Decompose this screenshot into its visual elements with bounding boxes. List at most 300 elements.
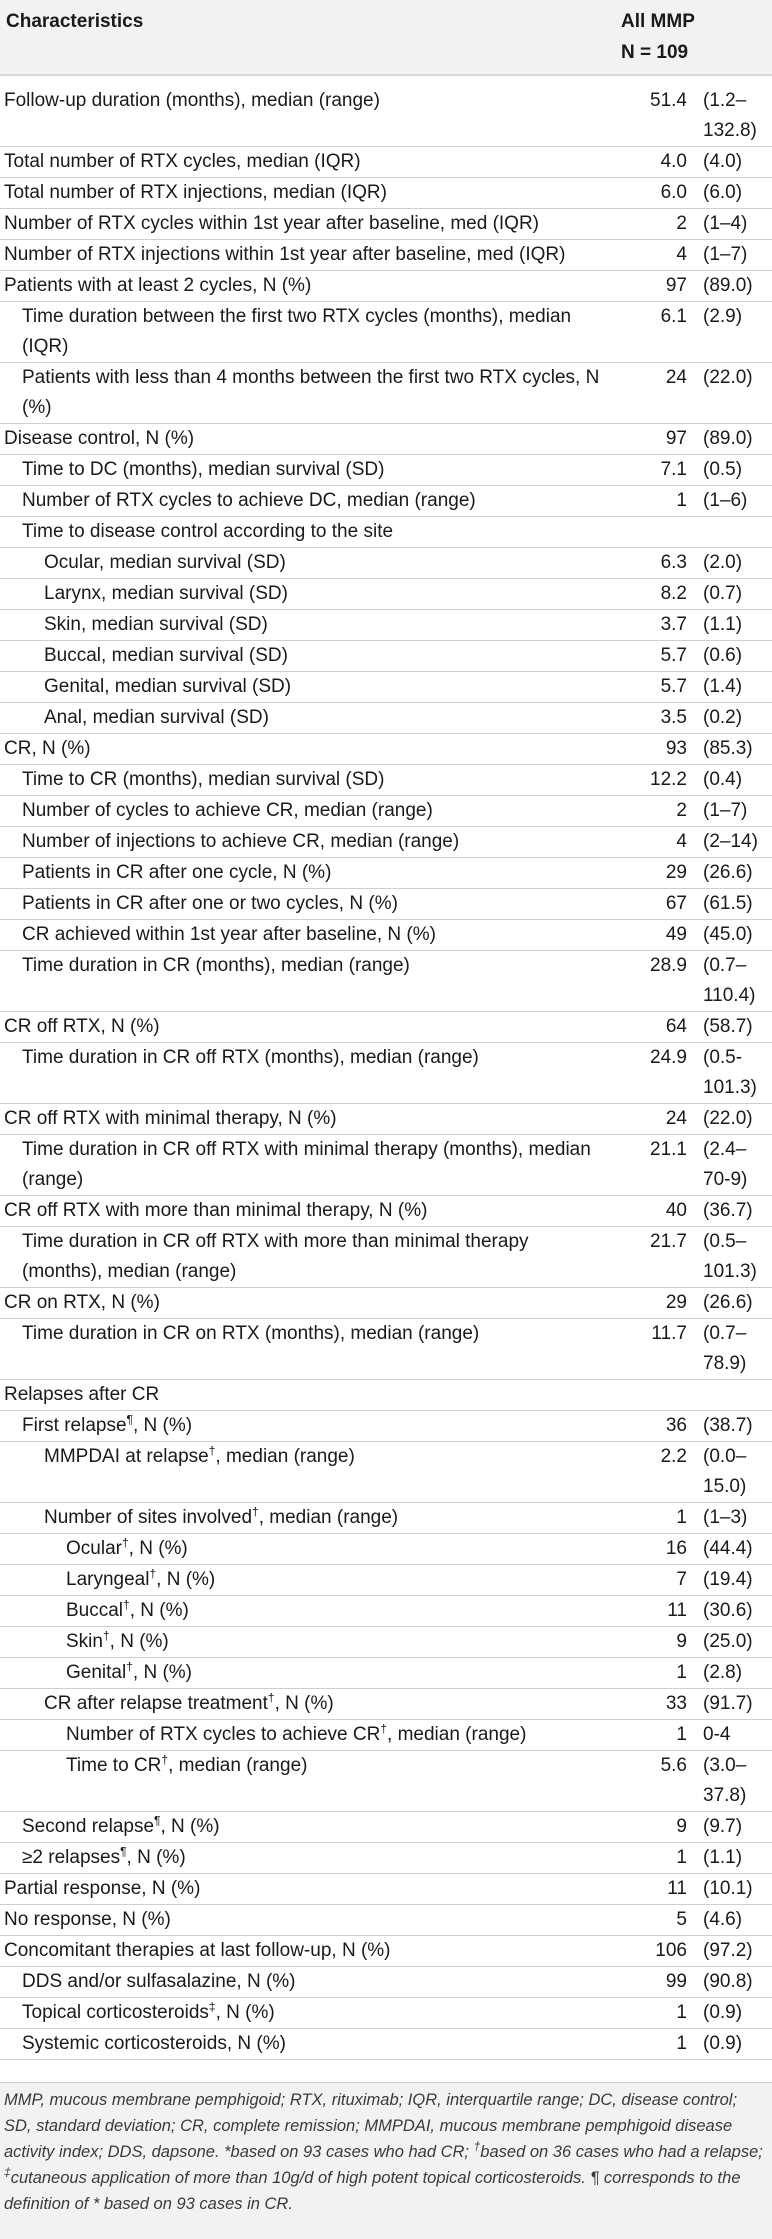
row-label-text: CR, N (%) bbox=[4, 738, 91, 759]
row-range-value: (0.0–15.0) bbox=[703, 1446, 747, 1497]
row-label bbox=[0, 209, 613, 240]
row-range-value: (0.5–101.3) bbox=[703, 1231, 757, 1282]
row-label bbox=[0, 1043, 613, 1104]
row-label bbox=[0, 1843, 613, 1874]
row-range-value: (0.5) bbox=[703, 459, 743, 480]
row-label-sup: † bbox=[123, 1597, 130, 1612]
row-range-value: (0.9) bbox=[703, 2002, 743, 2023]
row-range-value: (30.6) bbox=[703, 1600, 753, 1621]
row-label-sup: ¶ bbox=[120, 1844, 127, 1859]
table-row bbox=[0, 858, 772, 889]
row-median-value: 99 bbox=[665, 1971, 687, 1992]
row-label bbox=[0, 1967, 613, 1998]
table-row bbox=[0, 951, 772, 1012]
row-label-text: Anal, median survival (SD) bbox=[44, 707, 269, 728]
header-characteristics: Characteristics bbox=[6, 11, 144, 32]
row-label-tail: , N (%) bbox=[128, 1538, 188, 1559]
row-label bbox=[0, 641, 613, 672]
row-range-value: (0.9) bbox=[703, 2033, 743, 2054]
row-median-value: 2 bbox=[676, 800, 687, 821]
row-range-value: (10.1) bbox=[703, 1878, 753, 1899]
row-range-value: (0.4) bbox=[703, 769, 743, 790]
table-row bbox=[0, 455, 772, 486]
table-row bbox=[0, 1012, 772, 1043]
table-row bbox=[0, 796, 772, 827]
row-median-value: 29 bbox=[665, 1292, 687, 1313]
row-range-value: (25.0) bbox=[703, 1631, 753, 1652]
row-label bbox=[0, 1196, 613, 1227]
table-row bbox=[0, 1380, 772, 1411]
row-label bbox=[0, 1534, 613, 1565]
row-range-value: (26.6) bbox=[703, 1292, 753, 1313]
row-range-value: (1–7) bbox=[703, 800, 748, 821]
row-median-value: 11.7 bbox=[651, 1323, 687, 1344]
row-label bbox=[0, 703, 613, 734]
row-range-value: (38.7) bbox=[703, 1415, 753, 1436]
row-label bbox=[0, 2029, 613, 2060]
row-range-value: (0.6) bbox=[703, 645, 743, 666]
row-median-value: 67 bbox=[665, 893, 687, 914]
table-row bbox=[0, 1658, 772, 1689]
row-label-text: Skin, median survival (SD) bbox=[44, 614, 268, 635]
row-label-text: CR off RTX, N (%) bbox=[4, 1016, 160, 1037]
row-label bbox=[0, 1503, 613, 1534]
row-range-value: (91.7) bbox=[703, 1693, 753, 1714]
footnote-part3: cutaneous application of more than 10g/d of high potent topical corticosteroids. ¶ corresponds to the definition of * based on 93 cases in CR. bbox=[4, 2169, 741, 2213]
row-label-text: Systemic corticosteroids, N (%) bbox=[22, 2033, 286, 2054]
table-row bbox=[0, 147, 772, 178]
row-range-value: (0.7) bbox=[703, 583, 743, 604]
table-row bbox=[0, 1565, 772, 1596]
row-range-value: (19.4) bbox=[703, 1569, 753, 1590]
row-label-text: CR after relapse treatment bbox=[44, 1693, 268, 1714]
row-label-sup: ¶ bbox=[126, 1412, 133, 1427]
table-row bbox=[0, 1411, 772, 1442]
row-range-value: (0.5-101.3) bbox=[703, 1047, 757, 1098]
row-label-text: Follow-up duration (months), median (range) bbox=[4, 90, 380, 111]
row-label-text: Number of RTX cycles to achieve CR bbox=[66, 1724, 381, 1745]
row-label-tail: , N (%) bbox=[156, 1569, 216, 1590]
row-median-value: 4 bbox=[676, 831, 687, 852]
row-label bbox=[0, 1596, 613, 1627]
row-label-text: MMPDAI at relapse bbox=[44, 1446, 209, 1467]
table-row bbox=[0, 1534, 772, 1565]
row-label-text: Buccal bbox=[66, 1600, 124, 1621]
row-range-value: 0-4 bbox=[703, 1724, 731, 1745]
row-median-value: 11 bbox=[667, 1600, 687, 1621]
row-range-value: (2–14) bbox=[703, 831, 758, 852]
row-label-tail: , N (%) bbox=[109, 1631, 169, 1652]
row-label bbox=[0, 302, 613, 363]
table-row bbox=[0, 1998, 772, 2029]
table-row bbox=[0, 765, 772, 796]
header-all-mmp-n: N = 109 bbox=[621, 42, 689, 63]
row-label-text: Time duration between the first two RTX cycles (months), median (IQR) bbox=[22, 306, 572, 357]
row-median-value: 29 bbox=[665, 862, 687, 883]
row-label-tail: , N (%) bbox=[132, 1662, 192, 1683]
row-median-value: 49 bbox=[665, 924, 687, 945]
row-median-value bbox=[613, 517, 695, 548]
row-median-value: 8.2 bbox=[660, 583, 687, 604]
row-median-value: 6.0 bbox=[660, 182, 687, 203]
table-row bbox=[0, 1196, 772, 1227]
table-row bbox=[0, 1967, 772, 1998]
row-range-value: (97.2) bbox=[703, 1940, 753, 1961]
row-label bbox=[0, 1874, 613, 1905]
row-label bbox=[0, 920, 613, 951]
table-row bbox=[0, 178, 772, 209]
table-footnote bbox=[0, 2082, 772, 2239]
row-label-text: Relapses after CR bbox=[4, 1384, 160, 1405]
row-label-text: Larynx, median survival (SD) bbox=[44, 583, 288, 604]
row-median-value: 1 bbox=[676, 1724, 687, 1745]
table-row bbox=[0, 1936, 772, 1967]
row-label bbox=[0, 1720, 613, 1751]
row-label-text: Number of RTX injections within 1st year after baseline, med (IQR) bbox=[4, 244, 566, 265]
row-median-value: 24.9 bbox=[650, 1047, 687, 1068]
row-label-text: Concomitant therapies at last follow-up, N (%) bbox=[4, 1940, 391, 1961]
row-label-tail: , N (%) bbox=[274, 1693, 334, 1714]
footnote-sup2: ‡ bbox=[4, 2165, 11, 2180]
row-label-tail: , N (%) bbox=[160, 1816, 220, 1837]
row-label-text: Patients in CR after one or two cycles, N (%) bbox=[22, 893, 398, 914]
row-label bbox=[0, 548, 613, 579]
row-label bbox=[0, 75, 613, 147]
row-range-value: (1–7) bbox=[703, 244, 748, 265]
row-label-text: Ocular bbox=[66, 1538, 122, 1559]
row-median-value: 7.1 bbox=[660, 459, 687, 480]
row-median-value: 93 bbox=[665, 738, 687, 759]
table-row bbox=[0, 579, 772, 610]
row-median-value: 4 bbox=[676, 244, 687, 265]
table-row bbox=[0, 1319, 772, 1380]
row-range-value: (89.0) bbox=[703, 275, 753, 296]
row-median-value: 16 bbox=[665, 1538, 687, 1559]
row-label bbox=[0, 796, 613, 827]
table-row bbox=[0, 1627, 772, 1658]
table-row bbox=[0, 424, 772, 455]
row-label bbox=[0, 363, 613, 424]
table-row bbox=[0, 209, 772, 240]
row-median-value: 24 bbox=[665, 1108, 687, 1129]
row-label-text: Genital, median survival (SD) bbox=[44, 676, 292, 697]
footnote-text bbox=[0, 2083, 772, 2217]
row-median-value: 33 bbox=[665, 1693, 687, 1714]
row-label bbox=[0, 1812, 613, 1843]
row-median-value: 5 bbox=[676, 1909, 687, 1930]
row-median-value: 21.7 bbox=[650, 1231, 687, 1252]
row-median-value: 64 bbox=[665, 1016, 687, 1037]
row-range-value: (22.0) bbox=[703, 367, 753, 388]
row-label bbox=[0, 486, 613, 517]
table-row bbox=[0, 1596, 772, 1627]
row-range-value: (1.2–132.8) bbox=[703, 90, 757, 141]
row-range-value: (61.5) bbox=[703, 893, 753, 914]
row-label-sup: † bbox=[121, 1535, 129, 1550]
row-label-text: Number of cycles to achieve CR, median (range) bbox=[22, 800, 433, 821]
table-row bbox=[0, 2029, 772, 2060]
row-label bbox=[0, 734, 613, 765]
row-median-value: 28.9 bbox=[650, 955, 687, 976]
row-median-value: 5.7 bbox=[660, 645, 687, 666]
row-range-value: (9.7) bbox=[703, 1816, 743, 1837]
row-median-value: 9 bbox=[676, 1816, 687, 1837]
row-median-value: 24 bbox=[665, 367, 687, 388]
row-label-text: CR off RTX with more than minimal therapy, N (%) bbox=[4, 1200, 428, 1221]
row-label-text: Buccal, median survival (SD) bbox=[44, 645, 288, 666]
table-row bbox=[0, 920, 772, 951]
row-range-value: (1–3) bbox=[703, 1507, 748, 1528]
row-label-text: Time duration in CR off RTX with more than minimal therapy (months), median (range) bbox=[22, 1231, 529, 1282]
row-range-value: (22.0) bbox=[703, 1108, 753, 1129]
table-header bbox=[0, 0, 772, 75]
row-label bbox=[0, 1998, 613, 2029]
header-all-mmp-title: All MMP bbox=[621, 11, 695, 32]
row-label-sup: ‡ bbox=[208, 1999, 216, 2014]
row-range-value bbox=[695, 1380, 772, 1411]
row-range-value: (85.3) bbox=[703, 738, 753, 759]
row-label bbox=[0, 1135, 613, 1196]
row-median-value: 97 bbox=[665, 275, 687, 296]
row-label-text: CR on RTX, N (%) bbox=[4, 1292, 160, 1313]
row-label-text: Time duration in CR off RTX (months), median (range) bbox=[22, 1047, 479, 1068]
row-label bbox=[0, 1227, 613, 1288]
row-range-value: (1.4) bbox=[703, 676, 743, 697]
row-median-value: 2 bbox=[676, 213, 687, 234]
row-label-text: Total number of RTX injections, median (IQR) bbox=[4, 182, 387, 203]
row-range-value: (36.7) bbox=[703, 1200, 753, 1221]
row-label-text: Total number of RTX cycles, median (IQR) bbox=[4, 151, 361, 172]
table-row bbox=[0, 1288, 772, 1319]
row-range-value: (0.7–78.9) bbox=[703, 1323, 747, 1374]
table-row bbox=[0, 1442, 772, 1503]
row-median-value: 106 bbox=[655, 1940, 687, 1961]
row-range-value: (2.0) bbox=[703, 552, 743, 573]
row-label bbox=[0, 610, 613, 641]
row-label-text: Time to disease control according to the site bbox=[22, 521, 394, 542]
table-row bbox=[0, 641, 772, 672]
row-label bbox=[0, 178, 613, 209]
row-label-sup: † bbox=[380, 1721, 388, 1736]
row-label-text: Patients with at least 2 cycles, N (%) bbox=[4, 275, 312, 296]
row-range-value: (1.1) bbox=[703, 1847, 743, 1868]
row-range-value: (90.8) bbox=[703, 1971, 753, 1992]
row-label-text: Time duration in CR off RTX with minimal therapy (months), median (range) bbox=[22, 1139, 591, 1190]
row-label-sup: † bbox=[102, 1628, 110, 1643]
table-row bbox=[0, 486, 772, 517]
table-row bbox=[0, 271, 772, 302]
row-median-value bbox=[613, 1380, 695, 1411]
row-label-text: Disease control, N (%) bbox=[4, 428, 195, 449]
row-range-value: (89.0) bbox=[703, 428, 753, 449]
table-row bbox=[0, 1843, 772, 1874]
row-label bbox=[0, 147, 613, 178]
row-label-text: Time duration in CR (months), median (range) bbox=[22, 955, 410, 976]
row-label-text: Genital bbox=[66, 1662, 127, 1683]
row-label-text: Partial response, N (%) bbox=[4, 1878, 201, 1899]
row-label-text: First relapse bbox=[22, 1415, 127, 1436]
row-range-value: (6.0) bbox=[703, 182, 743, 203]
row-range-value: (26.6) bbox=[703, 862, 753, 883]
row-label-tail: , N (%) bbox=[132, 1415, 193, 1436]
row-range-value: (1–4) bbox=[703, 213, 748, 234]
row-median-value: 21.1 bbox=[650, 1139, 687, 1160]
row-label-tail: , median (range) bbox=[168, 1755, 308, 1776]
row-median-value: 1 bbox=[676, 490, 687, 511]
footnote-part1: MMP, mucous membrane pemphigoid; RTX, rituximab; IQR, interquartile range; DC, disease control; SD, standard deviation; CR, complete remission; MMPDAI, mucous membrane pemphigoid disease activity index; DDS, dapsone. *based on 93 cases who had CR; bbox=[4, 2091, 738, 2161]
row-median-value: 1 bbox=[676, 2033, 687, 2054]
row-label bbox=[0, 1751, 613, 1812]
row-range-value: (2.8) bbox=[703, 1662, 743, 1683]
row-label bbox=[0, 271, 613, 302]
row-label-text: Number of RTX cycles to achieve DC, median (range) bbox=[22, 490, 476, 511]
row-label-tail: , N (%) bbox=[129, 1600, 189, 1621]
row-range-value: (0.7–110.4) bbox=[703, 955, 756, 1006]
table-row bbox=[0, 1905, 772, 1936]
table-row bbox=[0, 75, 772, 147]
footnote-sup1: † bbox=[473, 2139, 481, 2154]
row-label bbox=[0, 517, 613, 548]
row-label bbox=[0, 579, 613, 610]
row-label bbox=[0, 424, 613, 455]
row-label-tail: , median (range) bbox=[215, 1446, 355, 1467]
row-label bbox=[0, 1658, 613, 1689]
row-range-value: (44.4) bbox=[703, 1538, 753, 1559]
row-label bbox=[0, 1936, 613, 1967]
table-row bbox=[0, 548, 772, 579]
table-row bbox=[0, 1689, 772, 1720]
row-label bbox=[0, 1380, 613, 1411]
table-row bbox=[0, 703, 772, 734]
row-label-text: Patients with less than 4 months between the first two RTX cycles, N (%) bbox=[22, 367, 600, 418]
row-median-value: 51.4 bbox=[650, 90, 687, 111]
row-label-sup: † bbox=[161, 1752, 169, 1767]
row-label-text: Second relapse bbox=[22, 1816, 155, 1837]
row-median-value: 5.7 bbox=[660, 676, 687, 697]
row-label-text: Time to CR (months), median survival (SD) bbox=[22, 769, 385, 790]
row-label-text: Number of RTX cycles within 1st year after baseline, med (IQR) bbox=[4, 213, 540, 234]
table-row bbox=[0, 1812, 772, 1843]
row-range-value: (1.1) bbox=[703, 614, 743, 635]
row-range-value: (3.0–37.8) bbox=[703, 1755, 747, 1806]
row-label bbox=[0, 1319, 613, 1380]
row-label-text: Laryngeal bbox=[66, 1569, 150, 1590]
row-label bbox=[0, 240, 613, 271]
row-label-text: Time to CR bbox=[66, 1755, 162, 1776]
row-label bbox=[0, 1442, 613, 1503]
row-label-text: Ocular, median survival (SD) bbox=[44, 552, 286, 573]
row-label-text: Number of injections to achieve CR, median (range) bbox=[22, 831, 460, 852]
row-median-value: 1 bbox=[676, 1507, 687, 1528]
row-label bbox=[0, 1627, 613, 1658]
row-median-value: 7 bbox=[676, 1569, 687, 1590]
row-range-value: (58.7) bbox=[703, 1016, 753, 1037]
row-median-value: 5.6 bbox=[660, 1755, 687, 1776]
row-median-value: 6.3 bbox=[660, 552, 687, 573]
table-row bbox=[0, 827, 772, 858]
row-range-value: (0.2) bbox=[703, 707, 743, 728]
row-median-value: 97 bbox=[665, 428, 687, 449]
row-median-value: 11 bbox=[667, 1878, 687, 1899]
row-label bbox=[0, 1104, 613, 1135]
row-label-tail: , N (%) bbox=[215, 2002, 275, 2023]
row-label bbox=[0, 672, 613, 703]
row-label-tail: , N (%) bbox=[126, 1847, 186, 1868]
row-label bbox=[0, 951, 613, 1012]
table-row bbox=[0, 889, 772, 920]
row-label bbox=[0, 1905, 613, 1936]
row-label bbox=[0, 827, 613, 858]
table-row bbox=[0, 610, 772, 641]
row-label-text: Time to DC (months), median survival (SD) bbox=[22, 459, 385, 480]
row-median-value: 3.7 bbox=[660, 614, 687, 635]
row-median-value: 3.5 bbox=[660, 707, 687, 728]
row-label-tail: , median (range) bbox=[387, 1724, 527, 1745]
table-row bbox=[0, 1043, 772, 1104]
table-row bbox=[0, 734, 772, 765]
table-row bbox=[0, 363, 772, 424]
row-label bbox=[0, 765, 613, 796]
row-label-text: DDS and/or sulfasalazine, N (%) bbox=[22, 1971, 296, 1992]
row-range-value: (4.0) bbox=[703, 151, 743, 172]
row-label bbox=[0, 1565, 613, 1596]
table-row bbox=[0, 1503, 772, 1534]
row-label bbox=[0, 1012, 613, 1043]
row-median-value: 6.1 bbox=[660, 306, 687, 327]
table-row bbox=[0, 240, 772, 271]
row-label-text: Time duration in CR on RTX (months), median (range) bbox=[22, 1323, 480, 1344]
row-median-value: 4.0 bbox=[660, 151, 687, 172]
row-range-value: (2.9) bbox=[703, 306, 743, 327]
row-label-sup: † bbox=[126, 1659, 133, 1674]
row-label-sup: † bbox=[208, 1443, 216, 1458]
row-label-text: No response, N (%) bbox=[4, 1909, 171, 1930]
table-row bbox=[0, 1227, 772, 1288]
row-label-text: CR off RTX with minimal therapy, N (%) bbox=[4, 1108, 337, 1129]
row-label bbox=[0, 1288, 613, 1319]
row-label-text: Patients in CR after one cycle, N (%) bbox=[22, 862, 332, 883]
row-label-sup: † bbox=[149, 1566, 157, 1581]
row-median-value: 1 bbox=[676, 2002, 687, 2023]
table-body bbox=[0, 75, 772, 2060]
row-label-text: CR achieved within 1st year after baseline, N (%) bbox=[22, 924, 436, 945]
row-label bbox=[0, 1411, 613, 1442]
table-row bbox=[0, 302, 772, 363]
row-label-text: Number of sites involved bbox=[44, 1507, 253, 1528]
table-row bbox=[0, 1104, 772, 1135]
row-label-text: Topical corticosteroids bbox=[22, 2002, 209, 2023]
footnote-part2: based on 36 cases who had a relapse; bbox=[480, 2143, 763, 2161]
row-median-value: 1 bbox=[676, 1662, 687, 1683]
row-label-tail: , median (range) bbox=[258, 1507, 399, 1528]
row-range-value bbox=[695, 517, 772, 548]
row-range-value: (4.6) bbox=[703, 1909, 743, 1930]
row-median-value: 9 bbox=[676, 1631, 687, 1652]
row-median-value: 1 bbox=[676, 1847, 687, 1868]
header-all-mmp bbox=[613, 0, 772, 75]
table-row bbox=[0, 1720, 772, 1751]
row-label bbox=[0, 858, 613, 889]
row-label-text: ≥2 relapses bbox=[22, 1847, 121, 1868]
row-label-sup: † bbox=[267, 1690, 275, 1705]
row-label-text: Skin bbox=[66, 1631, 103, 1652]
row-median-value: 12.2 bbox=[650, 769, 687, 790]
row-range-value: (2.4–70-9) bbox=[703, 1139, 748, 1190]
row-label bbox=[0, 1689, 613, 1720]
row-range-value: (45.0) bbox=[703, 924, 753, 945]
row-median-value: 2.2 bbox=[660, 1446, 687, 1467]
table-row bbox=[0, 1135, 772, 1196]
